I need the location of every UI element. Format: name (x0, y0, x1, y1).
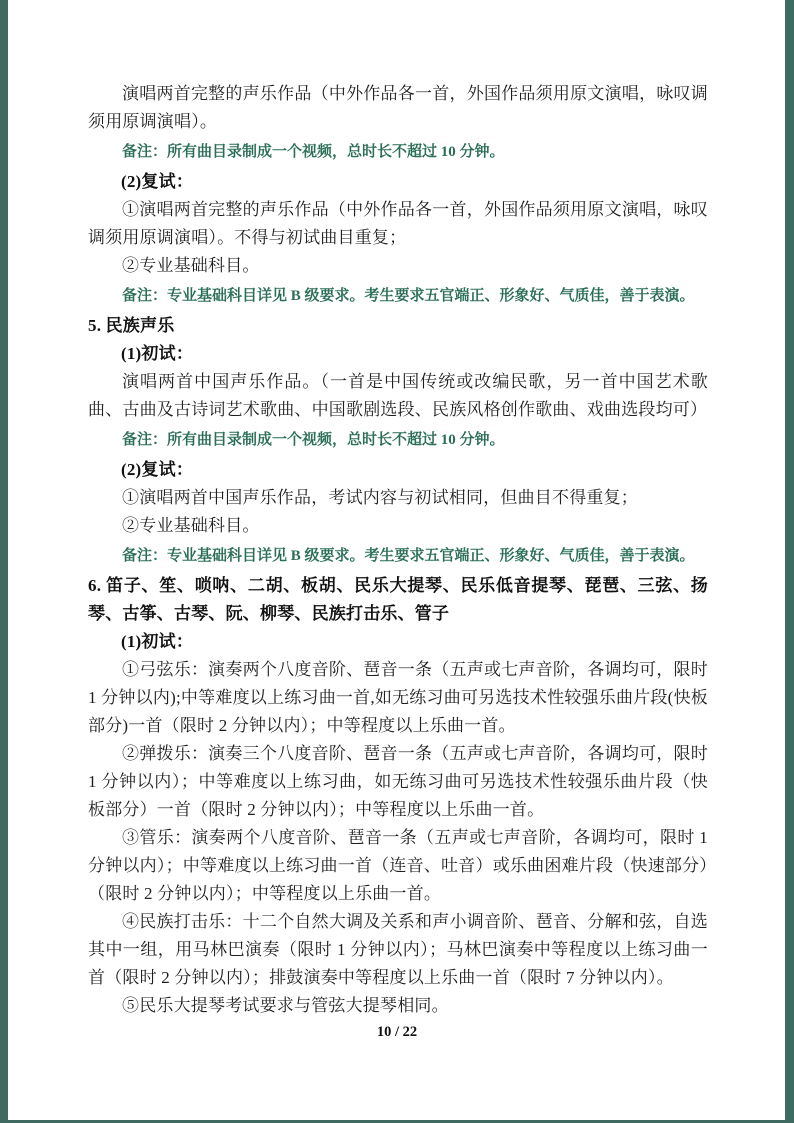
subsection-label: (2)复试： (121, 460, 194, 479)
remark-note: 备注：所有曲目录制成一个视频，总时长不超过 10 分钟。 (122, 432, 505, 448)
subsection-label: (1)初试： (121, 632, 194, 651)
remark-note: 备注：专业基础科目详见 B 级要求。考生要求五官端正、形象好、气质佳，善于表演。 (122, 548, 695, 564)
paragraph: ②弹拨乐：演奏三个八度音阶、琶音一条（五声或七声音阶，各调均可，限时 1 分钟以内）；中等难度以上练习曲，如无练习曲可另选技术性较强乐曲片段（快板部分）一首（限时 2 分钟以内）；中等程度以上乐曲一首。 (88, 744, 708, 819)
subsection-label: (2)复试： (121, 172, 194, 191)
paragraph: ③管乐：演奏两个八度音阶、琶音一条（五声或七声音阶，各调均可，限时 1 分钟以内）；中等难度以上练习曲一首（连音、吐音）或乐曲困难片段（快速部分）（限时 2 分钟以内）；中等程度以上乐曲一首。 (88, 828, 708, 903)
paragraph: 演唱两首完整的声乐作品（中外作品各一首，外国作品须用原文演唱，咏叹调须用原调演唱）。 (88, 84, 708, 131)
page-border-left (0, 0, 8, 1123)
page-number: 10 / 22 (376, 1024, 418, 1040)
paragraph: ④民族打击乐：十二个自然大调及关系和声小调音阶、琶音、分解和弦，自选其中一组，用马林巴演奏（限时 1 分钟以内）；马林巴演奏中等程度以上练习曲一首（限时 2 分钟以内）；排鼓演奏中等程度以上乐曲一首（限时 7 分钟以内）。 (88, 912, 708, 987)
page-border-right (785, 0, 794, 1123)
paragraph: 演唱两首中国声乐作品。（一首是中国传统或改编民歌，另一首中国艺术歌曲、古曲及古诗词艺术歌曲、中国歌剧选段、民族风格创作歌曲、戏曲选段均可） (88, 372, 708, 419)
paragraph: ②专业基础科目。 (122, 256, 260, 275)
paragraph: ①弓弦乐：演奏两个八度音阶、琶音一条（五声或七声音阶，各调均可，限时 1 分钟以内);中等难度以上练习曲一首,如无练习曲可另选技术性较强乐曲片段(快板部分)一首（限时 2 分钟以内）；中等程度以上乐曲一首。 (88, 660, 708, 735)
paragraph: ⑤民乐大提琴考试要求与管弦大提琴相同。 (122, 996, 449, 1015)
remark-note: 备注：专业基础科目详见 B 级要求。考生要求五官端正、形象好、气质佳，善于表演。 (122, 288, 695, 304)
subsection-label: (1)初试： (121, 344, 194, 363)
paragraph: ①演唱两首完整的声乐作品（中外作品各一首，外国作品须用原文演唱，咏叹调须用原调演唱）。不得与初试曲目重复； (88, 200, 708, 247)
paragraph: ①演唱两首中国声乐作品，考试内容与初试相同，但曲目不得重复； (122, 488, 638, 507)
document-body (88, 80, 708, 1020)
paragraph: ②专业基础科目。 (122, 516, 260, 535)
section-heading: 6. 笛子、笙、唢呐、二胡、板胡、民乐大提琴、民乐低音提琴、琵琶、三弦、扬琴、古筝、古琴、阮、柳琴、民族打击乐、管子 (88, 576, 708, 623)
section-heading: 5. 民族声乐 (88, 316, 175, 335)
remark-note: 备注：所有曲目录制成一个视频，总时长不超过 10 分钟。 (122, 144, 505, 160)
